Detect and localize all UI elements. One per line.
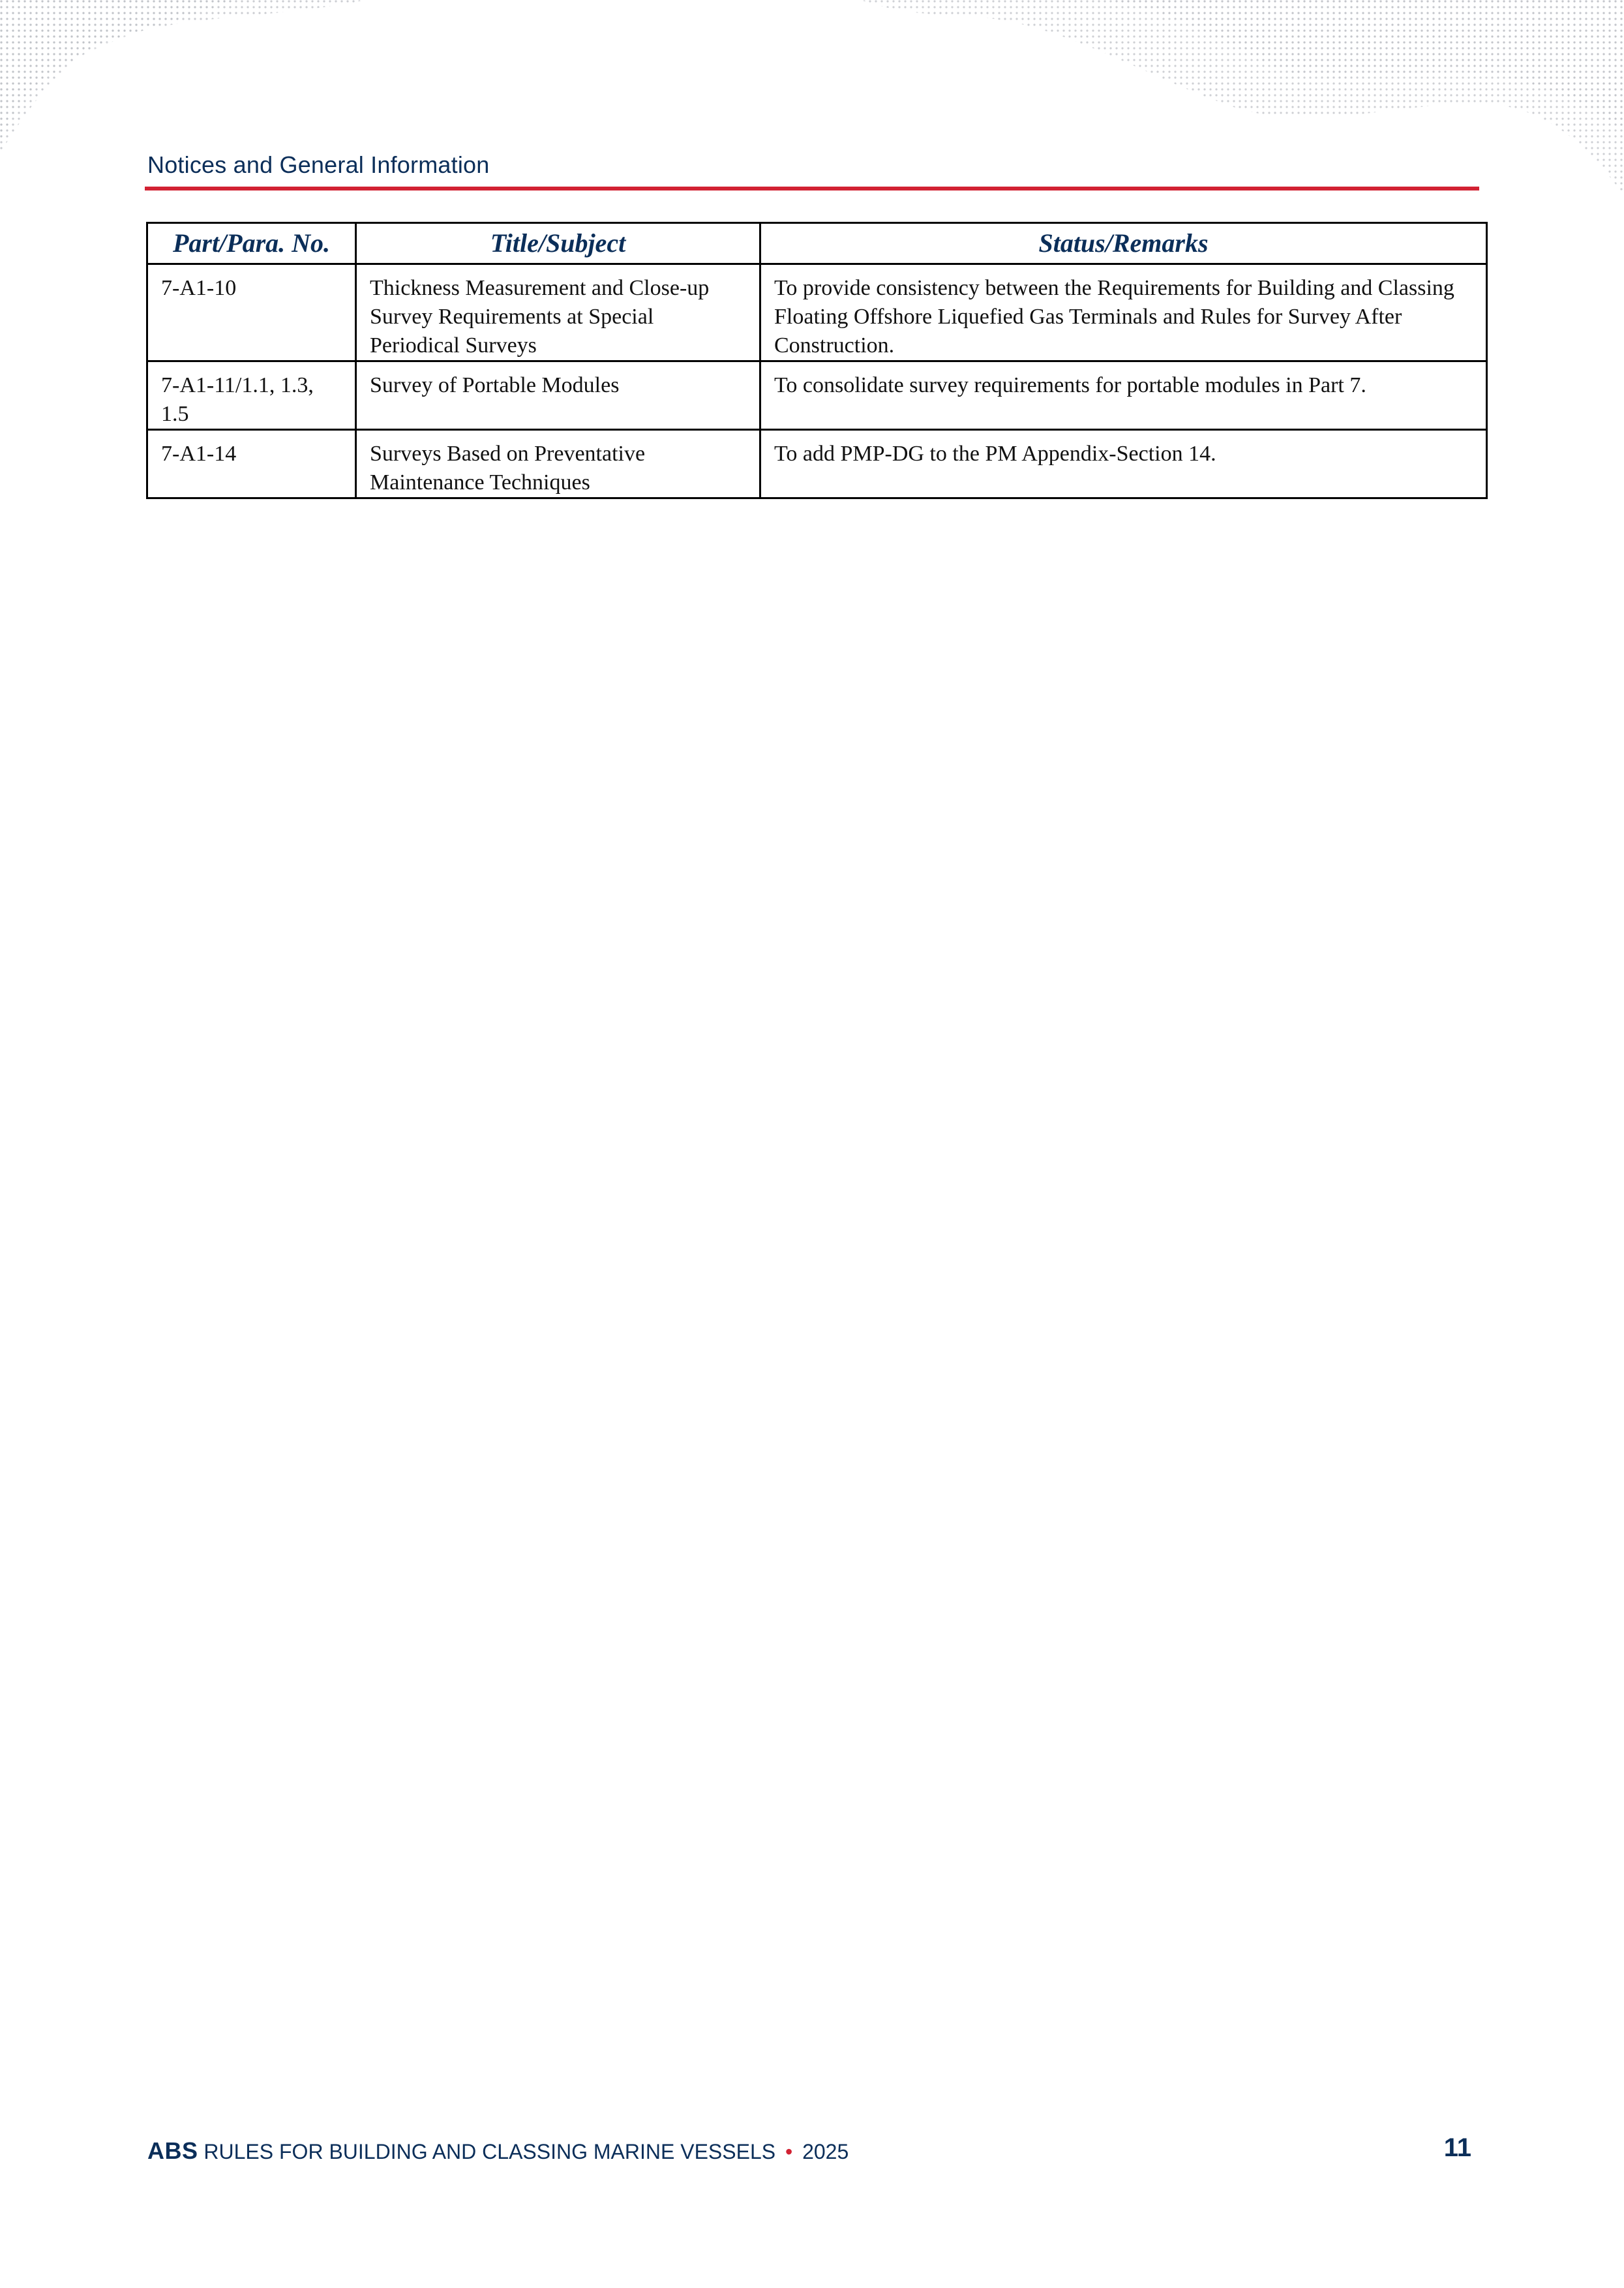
cell-remarks: To add PMP-DG to the PM Appendix-Section 14. [760, 430, 1487, 498]
footer-separator: • [785, 2140, 793, 2163]
page-number: 11 [1443, 2133, 1471, 2162]
cell-remarks: To provide consistency between the Requirements for Building and Classing Floating Offshore Liquefied Gas Terminals and Rules for Survey After Construction. [760, 264, 1487, 361]
column-header-part: Part/Para. No. [147, 223, 356, 264]
publication-title: RULES FOR BUILDING AND CLASSING MARINE VESSELS [203, 2140, 776, 2163]
abs-logo-text: ABS [147, 2137, 198, 2164]
column-header-remarks: Status/Remarks [760, 223, 1487, 264]
table-row [147, 264, 1487, 361]
heading-rule [145, 187, 1479, 191]
table-row [147, 361, 1487, 430]
cell-remarks: To consolidate survey requirements for portable modules in Part 7. [760, 361, 1487, 430]
table-header-row [147, 223, 1487, 264]
cell-part: 7-A1-14 [147, 430, 356, 498]
publication-year: 2025 [802, 2140, 849, 2163]
dotted-wave-decoration [0, 0, 1624, 215]
footer-publication [147, 2137, 849, 2165]
column-header-title: Title/Subject [356, 223, 760, 264]
changes-table [146, 222, 1488, 499]
table-row [147, 430, 1487, 498]
cell-part: 7-A1-11/1.1, 1.3, 1.5 [147, 361, 356, 430]
cell-title: Survey of Portable Modules [356, 361, 760, 430]
cell-part: 7-A1-10 [147, 264, 356, 361]
cell-title: Surveys Based on Preventative Maintenance Techniques [356, 430, 760, 498]
section-heading: Notices and General Information [147, 151, 490, 178]
cell-title: Thickness Measurement and Close-up Survey Requirements at Special Periodical Surveys [356, 264, 760, 361]
